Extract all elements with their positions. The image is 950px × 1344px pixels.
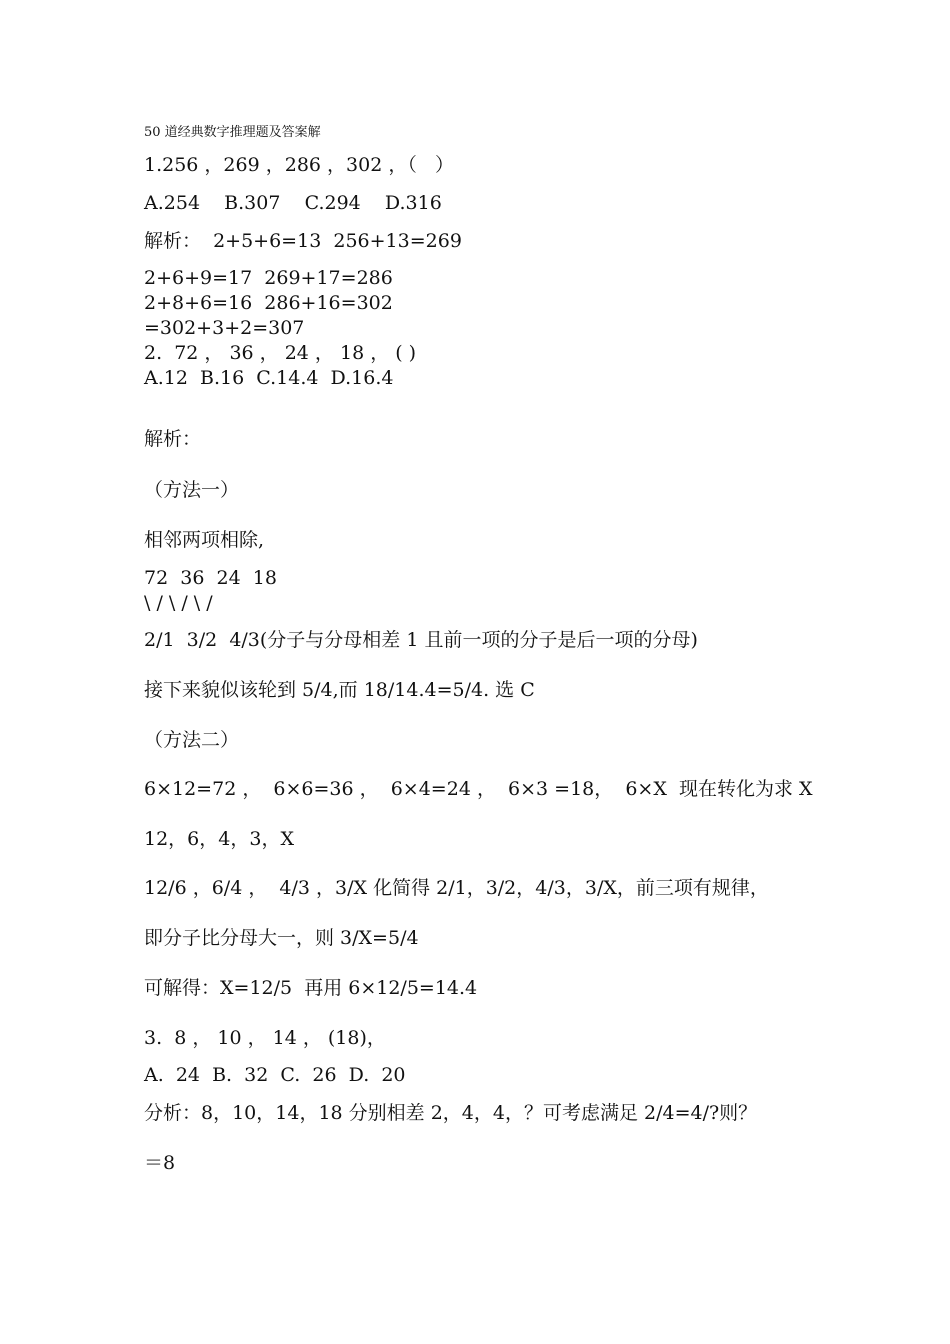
q2-method-1-text: 相邻两项相除, xyxy=(144,529,265,551)
q3-analysis-result: ＝8 xyxy=(144,1152,176,1174)
q3-options: A. 24 B. 32 C. 26 D. 20 xyxy=(144,1064,406,1086)
q2-method-2-heading: （方法二） xyxy=(144,729,240,751)
q2-options: A.12 B.16 C.14.4 D.16.4 xyxy=(144,367,394,389)
q1-analysis: 解析： 2+5+6=13 256+13=269 xyxy=(144,230,462,252)
q2-method-2-products: 6×12=72 ， 6×6=36 ， 6×4=24 ， 6×3 =18， 6×X 现在转化为求 X xyxy=(144,778,813,800)
q2-method-2-solution: 可解得：X=12/5 再用 6×12/5=14.4 xyxy=(144,977,478,999)
q3-question: 3. 8 ， 10 ， 14 ， (18)， xyxy=(144,1027,386,1049)
q1-step-3: 2+8+6=16 286+16=302 xyxy=(144,292,393,314)
q2-method-1-heading: （方法一） xyxy=(144,479,240,501)
document-title: 50 道经典数字推理题及答案解 xyxy=(144,125,321,140)
q2-analysis-label: 解析： xyxy=(144,428,202,450)
q2-method-2-sequence: 12，6，4，3，X xyxy=(144,828,294,850)
q3-analysis: 分析：8，10，14，18 分别相差 2，4，4，？可考虑满足 2/4=4/?则？ xyxy=(144,1102,758,1124)
q2-method-2-rule: 即分子比分母大一，则 3/X=5/4 xyxy=(144,927,419,949)
q2-method-1-conclusion: 接下来貌似该轮到 5/4,而 18/14.4=5/4. 选 C xyxy=(144,679,535,701)
q2-division-marks: \ / \ / \ / xyxy=(144,592,213,614)
q2-question: 2. 72 ， 36 ， 24 ， 18 ， ( ) xyxy=(144,342,417,364)
q2-method-2-ratios: 12/6 ，6/4 ， 4/3 ，3/X 化简得 2/1，3/2，4/3，3/X，前三项有规律， xyxy=(144,877,769,899)
q1-step-4: =302+3+2=307 xyxy=(144,317,305,339)
q2-sequence: 72 36 24 18 xyxy=(144,567,277,589)
q1-step-2: 2+6+9=17 269+17=286 xyxy=(144,267,393,289)
q1-options: A.254 B.307 C.294 D.316 xyxy=(144,192,442,214)
q1-question: 1.256 ，269 ，286 ，302 ，（ ） xyxy=(144,154,454,176)
q2-ratios: 2/1 3/2 4/3(分子与分母相差 1 且前一项的分子是后一项的分母) xyxy=(144,629,698,651)
